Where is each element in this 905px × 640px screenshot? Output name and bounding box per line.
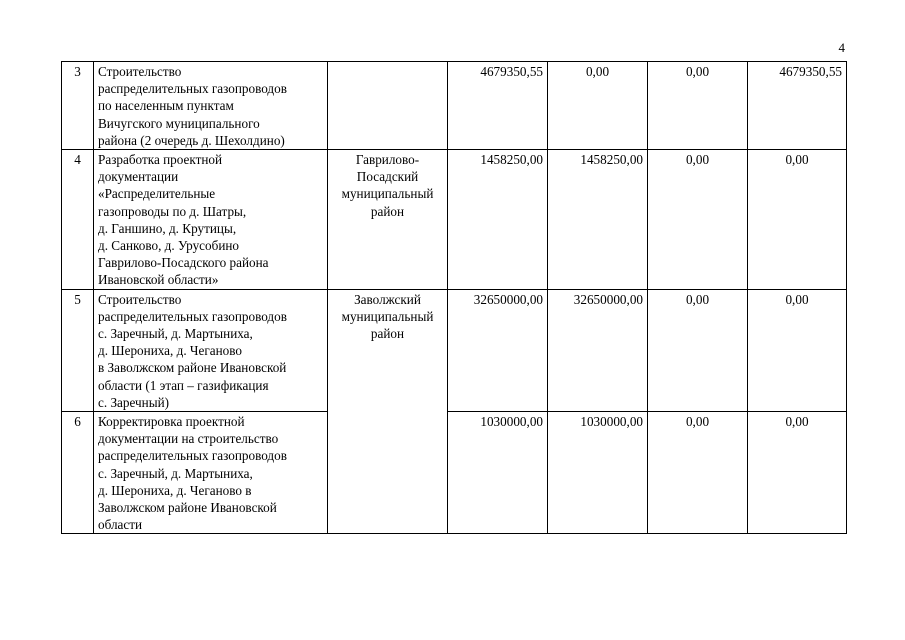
page-number: 4 [838,40,845,55]
amount-col-3: 0,00 [648,150,748,290]
row-number: 4 [62,150,94,290]
row-number: 5 [62,289,94,411]
project-name: Корректировка проектной документации на строительство распределительных газопроводов с. Заречный, д. Мартыниха, д. Шерониха, д. Чеганово в Заволжском районе Ивановской области [94,412,328,534]
amount-col-2: 0,00 [548,62,648,150]
table-row [62,412,847,534]
project-name: Разработка проектной документации «Распределительные газопроводы по д. Шатры, д. Ганшино, д. Крутицы, д. Санково, д. Урусобино Гаврилово-Посадского района Ивановской области» [94,150,328,290]
amount-col-3: 0,00 [648,289,748,411]
amount-total: 1030000,00 [448,412,548,534]
amount-col-4: 0,00 [748,150,847,290]
amount-col-3: 0,00 [648,412,748,534]
amount-col-2: 32650000,00 [548,289,648,411]
municipality: Заволжский муниципальный район [328,289,448,534]
amount-col-4: 0,00 [748,289,847,411]
project-name: Строительство распределительных газопроводов по населенным пунктам Вичугского муниципального района (2 очередь д. Шехолдино) [94,62,328,150]
amount-col-4: 0,00 [748,412,847,534]
project-name: Строительство распределительных газопроводов с. Заречный, д. Мартыниха, д. Шерониха, д. Чеганово в Заволжском районе Ивановской области (1 этап – газификация с. Заречный) [94,289,328,411]
municipality [328,62,448,150]
amount-col-2: 1458250,00 [548,150,648,290]
amount-col-4: 4679350,55 [748,62,847,150]
amount-col-3: 0,00 [648,62,748,150]
amount-total: 32650000,00 [448,289,548,411]
amount-total: 4679350,55 [448,62,548,150]
amount-col-2: 1030000,00 [548,412,648,534]
table-row [62,289,847,411]
table-row [62,150,847,290]
table-row [62,62,847,150]
row-number: 6 [62,412,94,534]
financing-table [61,61,847,534]
municipality: Гаврилово- Посадский муниципальный район [328,150,448,290]
amount-total: 1458250,00 [448,150,548,290]
row-number: 3 [62,62,94,150]
